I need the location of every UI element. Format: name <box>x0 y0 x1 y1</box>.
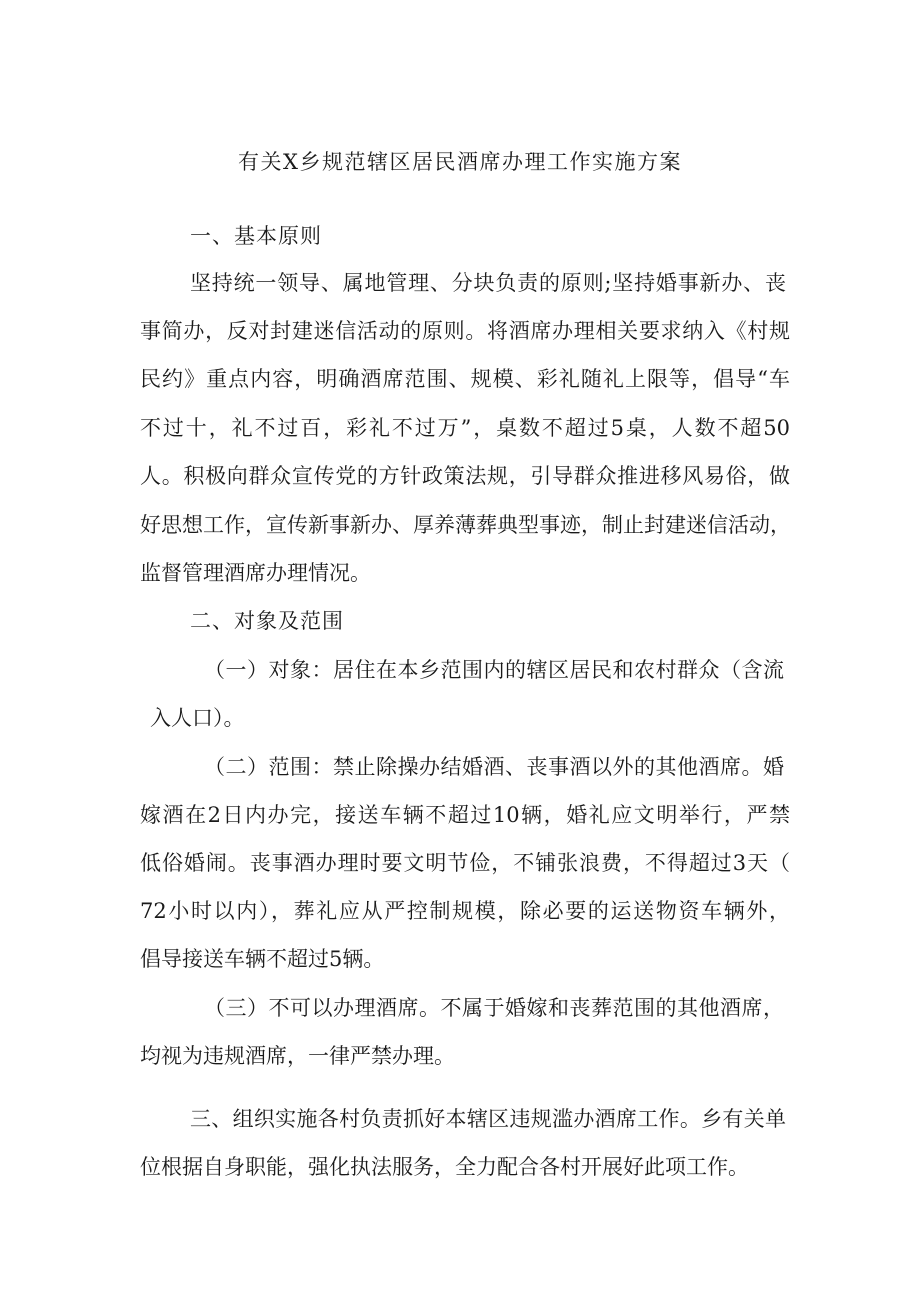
section-heading-scope: 二、对象及范围 <box>190 609 344 633</box>
paragraph-line: 嫁酒在2日内办完，接送车辆不超过10辆，婚礼应文明举行，严禁 <box>140 803 790 827</box>
paragraph-line: （三）不可以办理酒席。不属于婚嫁和丧葬范围的其他酒席， <box>204 996 784 1020</box>
paragraph-line: （二）范围：禁止除操办结婚酒、丧事酒以外的其他酒席。婚 <box>204 755 784 779</box>
paragraph-line: 坚持统一领导、属地管理、分块负责的原则;坚持婚事新办、丧 <box>190 271 786 295</box>
paragraph-line: 位根据自身职能，强化执法服务，全力配合各村开展好此项工作。 <box>140 1155 749 1179</box>
paragraph-line: 事简办，反对封建迷信活动的原则。将酒席办理相关要求纳入《村规 <box>140 319 790 343</box>
paragraph-line: 人。积极向群众宣传党的方针政策法规，引导群众推进移风易俗，做 <box>140 464 790 488</box>
document-title: 有关X乡规范辖区居民酒席办理工作实施方案 <box>238 150 682 174</box>
section-heading-principles: 一、基本原则 <box>190 224 322 248</box>
paragraph-line: 入人口）。 <box>150 706 245 730</box>
paragraph-line: 低俗婚闹。丧事酒办理时要文明节俭，不铺张浪费，不得超过3天（ <box>140 851 790 875</box>
paragraph-line: 好思想工作，宣传新事新办、厚养薄葬典型事迹，制止封建迷信活动， <box>140 513 791 537</box>
paragraph-line: 均视为违规酒席，一律严禁办理。 <box>140 1044 455 1068</box>
paragraph-line: （一）对象：居住在本乡范围内的辖区居民和农村群众（含流 <box>204 658 784 682</box>
paragraph-line: 三、组织实施各村负责抓好本辖区违规滥办酒席工作。乡有关单 <box>190 1107 786 1131</box>
paragraph-line: 不过十，礼不过百，彩礼不过万”，桌数不超过5桌，人数不超50 <box>140 416 790 440</box>
paragraph-line: 倡导接送车辆不超过5辆。 <box>140 947 385 971</box>
paragraph-line: 民约》重点内容，明确酒席范围、规模、彩礼随礼上限等，倡导“车 <box>140 367 790 391</box>
paragraph-line: 监督管理酒席办理情况。 <box>140 561 371 585</box>
paragraph-line: 72小时以内），葬礼应从严控制规模，除必要的运送物资车辆外， <box>140 899 790 923</box>
